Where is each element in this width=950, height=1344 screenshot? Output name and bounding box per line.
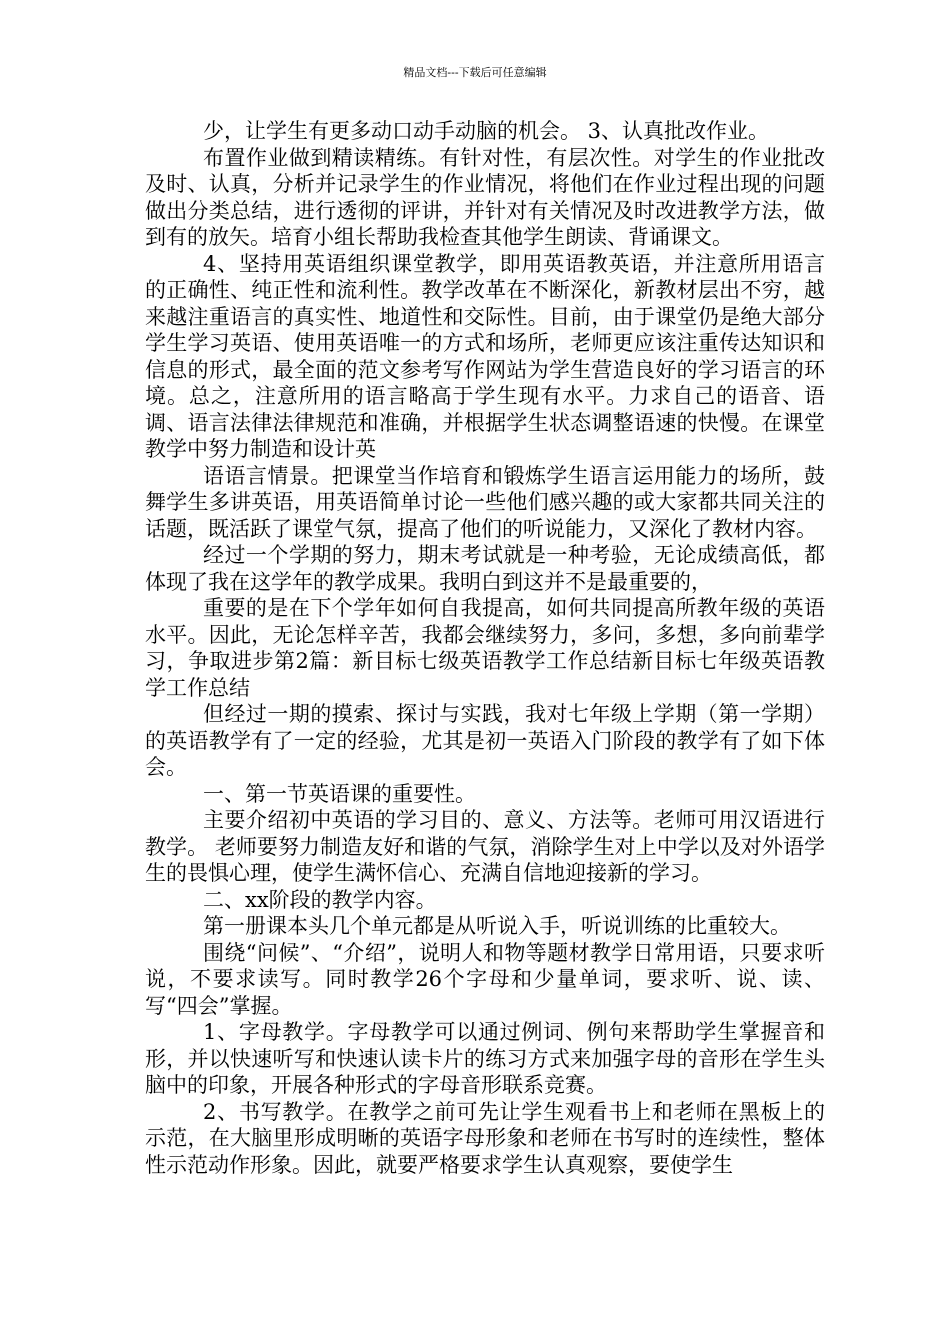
paragraph: 布置作业做到精读精练。有针对性，有层次性。对学生的作业批改及时、认真，分析并记录学生的作业情况，将他们在作业过程出现的问题做出分类总结，进行透彻的评讲，并针对有关情况及时改进教学方法，做到有的放矢。培育小组长帮助我检查其他学生朗读、背诵课文。	[145, 145, 825, 249]
section-heading: 一、第一节英语课的重要性。	[203, 781, 476, 806]
paragraph: 重要的是在下个学年如何自我提高，如何共同提高所教年级的英语水平。因此，无论怎样辛苦，我都会继续努力，多问，多想，多向前辈学习，争取进步第2篇：新目标七级英语教学工作总结新目标七年级英语教学工作总结	[145, 596, 825, 700]
paragraph: 第一册课本头几个单元都是从听说入手，听说训练的比重较大。	[203, 914, 791, 938]
paragraph: 4、坚持用英语组织课堂教学，即用英语教英语，并注意所用语言的正确性、纯正性和流利性。教学改革在不断深化，新教材层出不穷，越来越注重语言的真实性、地道性和交际性。目前，由于课堂仍是绝大部分学生学习英语、使用英语唯一的方式和场所，老师更应该注重传达知识和信息的形式，最全面的范文参考写作网站为学生营造良好的学习语言的环境。总之，注意所用的语言略高于学生现有水平。力求自己的语音、语调、语言法律法律规范和准确，并根据学生状态调整语速的快慢。在课堂教学中努力制造和设计英	[145, 251, 825, 461]
paragraph: 1、字母教学。字母教学可以通过例词、例句来帮助学生掌握音和形，并以快速听写和快速认读卡片的练习方式来加强字母的音形在学生头脑中的印象，开展各种形式的字母音形联系竞赛。	[145, 1020, 825, 1097]
paragraph: 围绕“问候”、“介绍”，说明人和物等题材教学日常用语，只要求听说，不要求读写。同时教学26个字母和少量单词，要求听、说、读、写“四会”掌握。	[145, 940, 825, 1018]
paragraph: 但经过一期的摸索、探讨与实践，我对七年级上学期（第一学期）的英语教学有了一定的经验，尤其是初一英语入门阶段的教学有了如下体会。	[145, 702, 825, 779]
paragraph: 少，让学生有更多动口动手动脑的机会。 3、认真批改作业。	[203, 119, 770, 143]
section-heading: 二、xx阶段的教学内容。	[203, 887, 437, 912]
paragraph: 主要介绍初中英语的学习目的、意义、方法等。老师可用汉语进行教学。 老师要努力制造友好和谐的气氛，消除学生对上中学以及对外语学生的畏惧心理，使学生满怀信心、充满自信地迎接新的学习。	[145, 808, 825, 885]
paragraph: 2、书写教学。在教学之前可先让学生观看书上和老师在黑板上的示范，在大脑里形成明晰的英语字母形象和老师在书写时的连续性，整体性示范动作形象。因此，就要严格要求学生认真观察，要使学生	[145, 1099, 825, 1177]
paragraph: 经过一个学期的努力，期末考试就是一种考验，无论成绩高低，都体现了我在这学年的教学成果。我明白到这并不是最重要的，	[145, 543, 825, 594]
paragraph: 语语言情景。把课堂当作培育和锻炼学生语言运用能力的场所，鼓舞学生多讲英语，用英语简单讨论一些他们感兴趣的或大家都共同关注的话题，既活跃了课堂气氛，提高了他们的听说能力，又深化了教材内容。	[145, 463, 825, 541]
document-body	[145, 118, 825, 1178]
page-header: 精品文档---下载后可任意编辑	[403, 66, 547, 79]
